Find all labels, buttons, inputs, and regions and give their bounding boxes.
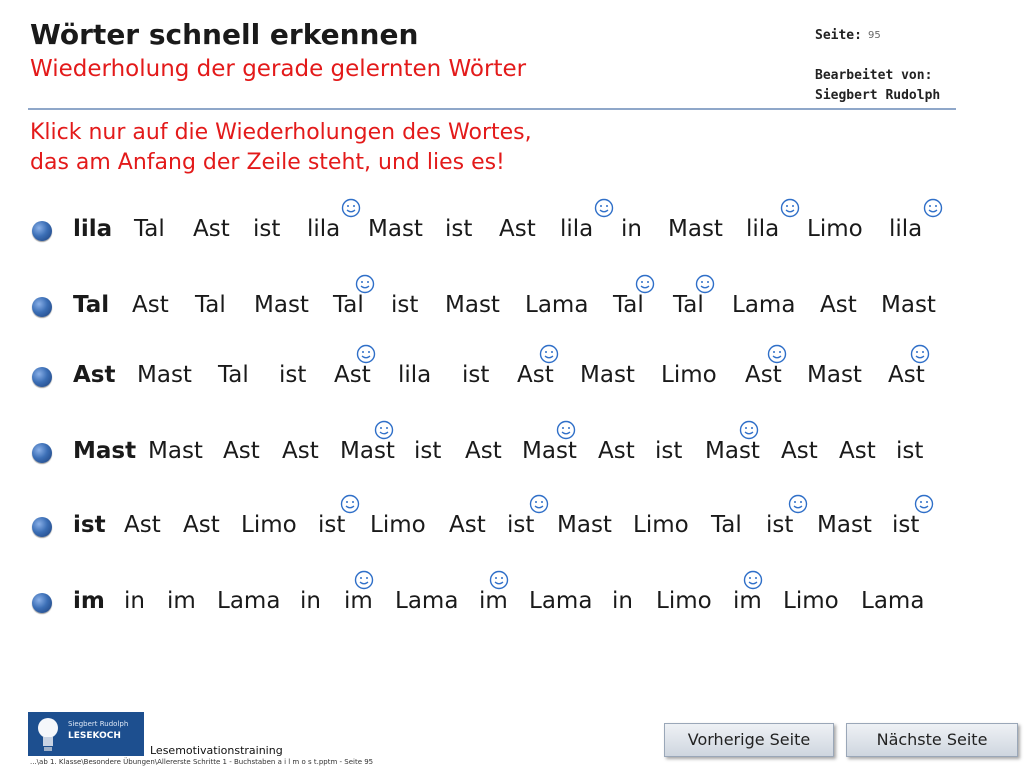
candidate-word[interactable]: Limo <box>661 362 717 388</box>
candidate-word[interactable]: Ast <box>282 438 319 464</box>
candidate-word[interactable]: Limo <box>807 216 863 242</box>
candidate-word[interactable]: im <box>479 588 508 614</box>
candidate-word[interactable]: Mast <box>137 362 192 388</box>
candidate-word[interactable]: Tal <box>218 362 249 388</box>
smiley-icon <box>767 344 787 364</box>
candidate-word[interactable]: Limo <box>633 512 689 538</box>
candidate-word[interactable]: Mast <box>368 216 423 242</box>
candidate-word[interactable]: Ast <box>820 292 857 318</box>
edited-by-label: Bearbeitet von: <box>815 68 933 83</box>
target-word: Mast <box>73 438 137 464</box>
smiley-icon <box>594 198 614 218</box>
candidate-word[interactable]: Tal <box>195 292 226 318</box>
instruction-text <box>30 118 532 178</box>
candidate-word[interactable]: ist <box>414 438 442 464</box>
instruction-line-2: das am Anfang der Zeile steht, und lies es! <box>30 150 505 175</box>
smiley-icon <box>743 570 763 590</box>
candidate-word[interactable]: Ast <box>839 438 876 464</box>
candidate-word[interactable]: im <box>344 588 373 614</box>
candidate-word[interactable]: Ast <box>781 438 818 464</box>
candidate-word[interactable]: Ast <box>888 362 925 388</box>
candidate-word[interactable]: Tal <box>711 512 742 538</box>
candidate-word[interactable]: Ast <box>517 362 554 388</box>
smiley-icon <box>780 198 800 218</box>
smiley-icon <box>923 198 943 218</box>
smiley-icon <box>341 198 361 218</box>
candidate-word[interactable]: Mast <box>668 216 723 242</box>
candidate-word[interactable]: Limo <box>783 588 839 614</box>
previous-page-button[interactable]: Vorherige Seite <box>664 723 834 757</box>
word-row <box>0 214 1024 254</box>
instruction-line-1: Klick nur auf die Wiederholungen des Wortes, <box>30 120 532 145</box>
next-page-button[interactable]: Nächste Seite <box>846 723 1018 757</box>
candidate-word[interactable]: Ast <box>745 362 782 388</box>
candidate-word[interactable]: Ast <box>465 438 502 464</box>
candidate-word[interactable]: Mast <box>340 438 395 464</box>
word-row <box>0 360 1024 400</box>
smiley-icon <box>635 274 655 294</box>
candidate-word[interactable]: Mast <box>445 292 500 318</box>
page-label: Seite: <box>815 28 862 43</box>
footer-file-path: ...\ab 1. Klasse\Besondere Übungen\Allererste Schritte 1 - Buchstaben a i l m o s t.pptm - Seite 95 <box>30 758 374 766</box>
smiley-icon <box>529 494 549 514</box>
target-word: lila <box>73 216 113 242</box>
word-row <box>0 290 1024 330</box>
candidate-word[interactable]: Mast <box>817 512 872 538</box>
row-bullet-icon <box>32 221 52 241</box>
candidate-word[interactable]: Lama <box>217 588 281 614</box>
candidate-word[interactable]: Ast <box>449 512 486 538</box>
smiley-icon <box>489 570 509 590</box>
smiley-icon <box>910 344 930 364</box>
row-bullet-icon <box>32 443 52 463</box>
page-subtitle: Wiederholung der gerade gelernten Wörter <box>30 56 527 82</box>
candidate-word[interactable]: Lama <box>529 588 593 614</box>
candidate-word[interactable]: Lama <box>525 292 589 318</box>
target-word: Ast <box>73 362 116 388</box>
row-bullet-icon <box>32 367 52 387</box>
candidate-word[interactable]: Tal <box>134 216 165 242</box>
candidate-word[interactable]: Mast <box>580 362 635 388</box>
candidate-word[interactable]: Limo <box>370 512 426 538</box>
candidate-word[interactable]: Ast <box>499 216 536 242</box>
header-divider <box>28 108 956 110</box>
candidate-word[interactable]: Limo <box>241 512 297 538</box>
smiley-icon <box>354 570 374 590</box>
candidate-word[interactable]: Mast <box>807 362 862 388</box>
smiley-icon <box>374 420 394 440</box>
candidate-word[interactable]: im <box>167 588 196 614</box>
logo-brand: LESEKOCH <box>68 731 121 741</box>
candidate-word[interactable]: im <box>733 588 762 614</box>
candidate-word[interactable]: Lama <box>395 588 459 614</box>
candidate-word[interactable]: lila <box>746 216 780 242</box>
smiley-icon <box>695 274 715 294</box>
candidate-word[interactable]: Ast <box>183 512 220 538</box>
candidate-word[interactable]: Limo <box>656 588 712 614</box>
logo-author: Siegbert Rudolph <box>68 720 129 728</box>
candidate-word[interactable]: Mast <box>705 438 760 464</box>
candidate-word[interactable]: ist <box>445 216 473 242</box>
candidate-word[interactable]: Ast <box>132 292 169 318</box>
page-title: Wörter schnell erkennen <box>30 18 419 51</box>
smiley-icon <box>539 344 559 364</box>
candidate-word[interactable]: ist <box>462 362 490 388</box>
candidate-word[interactable]: lila <box>560 216 594 242</box>
word-row <box>0 510 1024 550</box>
candidate-word[interactable]: ist <box>279 362 307 388</box>
candidate-word[interactable]: ist <box>391 292 419 318</box>
target-word: Tal <box>73 292 110 318</box>
candidate-word[interactable]: ist <box>507 512 535 538</box>
candidate-word[interactable]: ist <box>896 438 924 464</box>
candidate-word[interactable]: Tal <box>673 292 704 318</box>
candidate-word[interactable]: Ast <box>334 362 371 388</box>
candidate-word[interactable]: Mast <box>522 438 577 464</box>
candidate-word[interactable]: ist <box>655 438 683 464</box>
candidate-word[interactable]: lila <box>889 216 923 242</box>
candidate-word[interactable]: Tal <box>613 292 644 318</box>
row-bullet-icon <box>32 517 52 537</box>
candidate-word[interactable]: Ast <box>223 438 260 464</box>
candidate-word[interactable]: Mast <box>148 438 203 464</box>
smiley-icon <box>355 274 375 294</box>
candidate-word[interactable]: Mast <box>881 292 936 318</box>
candidate-word[interactable]: Tal <box>333 292 364 318</box>
page-number: 95 <box>868 30 881 41</box>
row-bullet-icon <box>32 297 52 317</box>
target-word: im <box>73 588 105 614</box>
smiley-icon <box>340 494 360 514</box>
candidate-word[interactable]: lila <box>398 362 432 388</box>
smiley-icon <box>556 420 576 440</box>
candidate-word[interactable]: in <box>621 216 642 242</box>
logo <box>28 712 144 756</box>
candidate-word[interactable]: Lama <box>861 588 925 614</box>
lightbulb-icon <box>30 712 70 756</box>
candidate-word[interactable]: in <box>612 588 633 614</box>
smiley-icon <box>788 494 808 514</box>
smiley-icon <box>914 494 934 514</box>
candidate-word[interactable]: in <box>300 588 321 614</box>
row-bullet-icon <box>32 593 52 613</box>
candidate-word[interactable]: ist <box>318 512 346 538</box>
candidate-word[interactable]: Ast <box>124 512 161 538</box>
candidate-word[interactable]: Ast <box>193 216 230 242</box>
candidate-word[interactable]: ist <box>892 512 920 538</box>
smiley-icon <box>356 344 376 364</box>
word-row <box>0 586 1024 626</box>
candidate-word[interactable]: lila <box>307 216 341 242</box>
smiley-icon <box>739 420 759 440</box>
candidate-word[interactable]: Mast <box>557 512 612 538</box>
candidate-word[interactable]: ist <box>253 216 281 242</box>
candidate-word[interactable]: Lama <box>732 292 796 318</box>
word-row <box>0 436 1024 476</box>
candidate-word[interactable]: in <box>124 588 145 614</box>
author-name: Siegbert Rudolph <box>815 88 941 103</box>
footer-brand: Lesemotivationstraining <box>150 744 283 757</box>
candidate-word[interactable]: Ast <box>598 438 635 464</box>
candidate-word[interactable]: Mast <box>254 292 309 318</box>
target-word: ist <box>73 512 106 538</box>
candidate-word[interactable]: ist <box>766 512 794 538</box>
